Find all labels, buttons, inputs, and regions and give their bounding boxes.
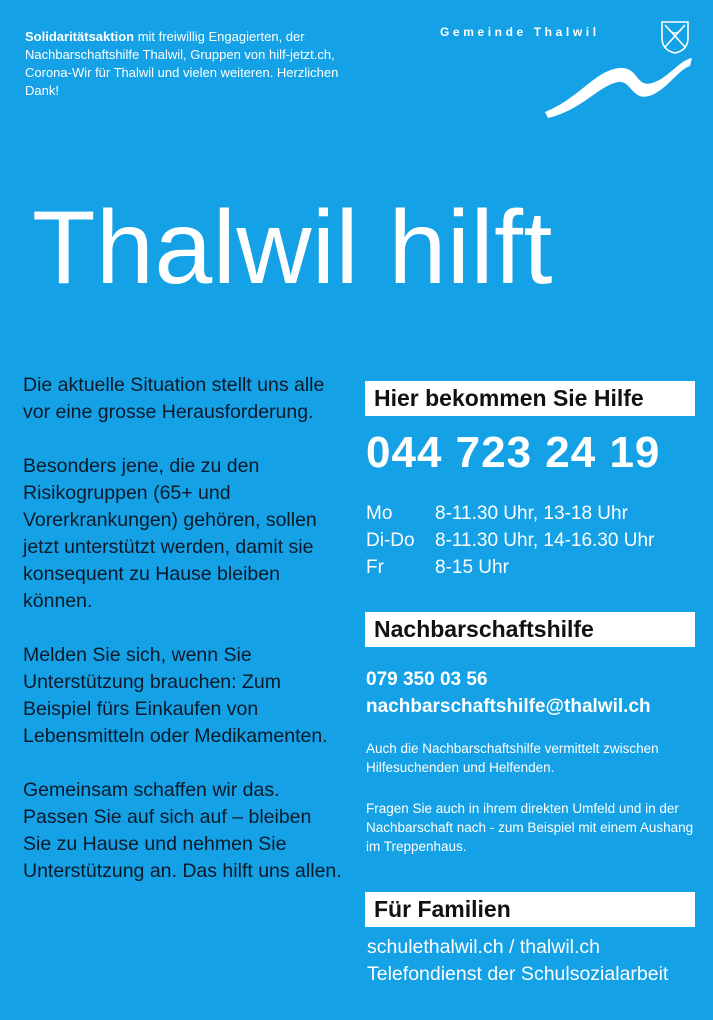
hours-time: 8-11.30 Uhr, 14-16.30 Uhr bbox=[435, 530, 655, 551]
help-phone-number[interactable]: 044 723 24 19 bbox=[366, 428, 661, 477]
neighbours-text-mediates: Auch die Nachbarschaftshilfe vermittelt zwischen Hilfesuchenden und Helfenden. bbox=[366, 741, 659, 775]
paragraph-risk-groups: Besonders jene, die zu den Risikogruppen (65+ und Vorerkrankungen) gehören, sollen jetzt unterstützt werden, damit sie konsequent zu Hause bleiben können. bbox=[23, 455, 317, 612]
paragraph-register: Melden Sie sich, wenn Sie Unterstützung brauchen: Zum Beispiel fürs Einkaufen von Lebensmitteln oder Medikamenten. bbox=[23, 644, 328, 747]
neighbours-contact bbox=[366, 666, 651, 720]
families-info bbox=[367, 934, 668, 988]
neighbours-text-ask: Fragen Sie auch in ihrem direkten Umfeld und in der Nachbarschaft nach - zum Beispiel mit einem Aushang im Treppenhaus. bbox=[366, 801, 694, 854]
hours-row bbox=[366, 527, 654, 554]
neighbours-heading: Nachbarschaftshilfe bbox=[365, 612, 695, 647]
families-links[interactable]: schulethalwil.ch / thalwil.ch bbox=[367, 936, 601, 958]
paragraph-situation: Die aktuelle Situation stellt uns alle vor eine grosse Herausforderung. bbox=[23, 374, 325, 423]
help-heading: Hier bekommen Sie Hilfe bbox=[365, 381, 695, 416]
hours-time: 8-15 Uhr bbox=[435, 557, 509, 578]
families-service: Telefondienst der Schulsozialarbeit bbox=[367, 963, 669, 985]
hours-day: Fr bbox=[366, 557, 384, 578]
hours-day: Di-Do bbox=[366, 530, 415, 551]
neighbours-phone[interactable]: 079 350 03 56 bbox=[366, 669, 488, 690]
page-title: Thalwil hilft bbox=[32, 190, 553, 306]
intro-rest: mit freiwillig Engagierten, der Nachbarschaftshilfe Thalwil, Gruppen von hilf-jetzt.ch, Corona-Wir für Thalwil und vielen weiteren. Herzlichen Dank! bbox=[25, 29, 339, 98]
hours-day: Mo bbox=[366, 503, 393, 524]
opening-hours bbox=[366, 500, 654, 581]
hours-time: 8-11.30 Uhr, 13-18 Uhr bbox=[435, 503, 628, 524]
hours-row bbox=[366, 500, 654, 527]
intro-text bbox=[25, 28, 355, 100]
families-heading: Für Familien bbox=[365, 892, 695, 927]
paragraph-together: Gemeinsam schaffen wir das. Passen Sie auf sich auf – bleiben Sie zu Hause und nehmen Sie Unterstützung an. Das hilft uns allen. bbox=[23, 779, 342, 882]
intro-bold: Solidaritätsaktion bbox=[25, 29, 135, 44]
neighbours-email-link[interactable]: nachbarschaftshilfe@thalwil.ch bbox=[366, 696, 651, 717]
left-column-text bbox=[23, 372, 343, 912]
hours-row bbox=[366, 554, 654, 581]
municipality-logo-text: Gemeinde Thalwil bbox=[440, 25, 600, 39]
wave-logo-icon bbox=[540, 40, 700, 120]
